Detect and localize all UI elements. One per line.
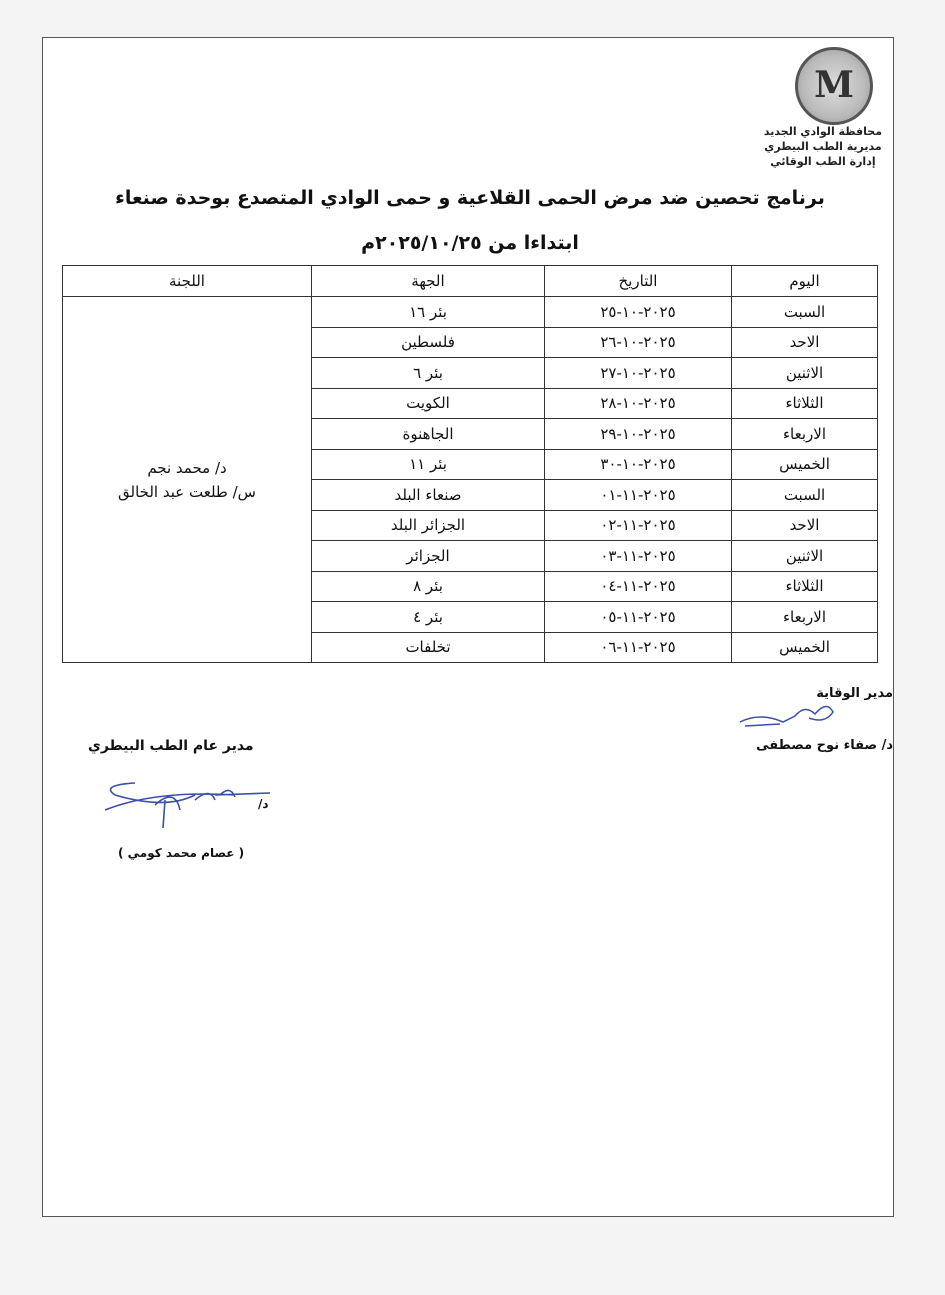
date-value: ٢٠٢٥-١١-٠٦ — [600, 638, 676, 657]
place-cell: الجاهنوة — [312, 419, 545, 450]
committee-member: س/ طلعت عبد الخالق — [118, 482, 256, 501]
day-cell: السبت — [732, 297, 878, 328]
date-cell — [545, 602, 732, 633]
date-cell — [545, 571, 732, 602]
date-value: ٢٠٢٥-١١-٠٤ — [600, 577, 676, 596]
date-value: ٢٠٢٥-١٠-٢٦ — [600, 333, 676, 352]
day-cell: الاثنين — [732, 358, 878, 389]
org-line: إدارة الطب الوقائي — [770, 155, 876, 168]
document-subtitle: ابتداءا من ٢٠٢٥/١٠/٢٥م — [361, 232, 579, 254]
table-header-row — [63, 266, 878, 297]
place-cell: الجزائر البلد — [312, 510, 545, 541]
day-cell: الخميس — [732, 449, 878, 480]
day-cell: الاحد — [732, 327, 878, 358]
date-cell — [545, 510, 732, 541]
place-cell: بئر ١٦ — [312, 297, 545, 328]
place-cell: بئر ٦ — [312, 358, 545, 389]
date-value: ٢٠٢٥-١١-٠٥ — [600, 607, 676, 626]
date-cell — [545, 449, 732, 480]
header-place: الجهة — [312, 266, 545, 297]
day-cell: الاربعاء — [732, 419, 878, 450]
date-value: ٢٠٢٥-١٠-٢٨ — [600, 394, 676, 413]
place-cell: الكويت — [312, 388, 545, 419]
day-cell: الاثنين — [732, 541, 878, 572]
organization-header — [764, 124, 882, 169]
day-cell: الثلاثاء — [732, 388, 878, 419]
place-cell: الجزائر — [312, 541, 545, 572]
date-cell — [545, 388, 732, 419]
date-value: ٢٠٢٥-١١-٠٣ — [600, 546, 676, 565]
directorate-logo: M — [795, 47, 873, 125]
header-committee: اللجنة — [63, 266, 312, 297]
prevention-manager-name: د/ صفاء نوح مصطفى — [756, 738, 893, 753]
date-value: ٢٠٢٥-١٠-٢٥ — [600, 302, 676, 321]
place-cell: فلسطين — [312, 327, 545, 358]
date-value: ٢٠٢٥-١٠-٢٩ — [600, 424, 676, 443]
place-cell: صنعاء البلد — [312, 480, 545, 511]
day-cell: الخميس — [732, 632, 878, 663]
date-value: ٢٠٢٥-١٠-٣٠ — [600, 455, 676, 474]
general-manager-title: مدير عام الطب البيطري — [88, 738, 254, 754]
prevention-manager-signature — [735, 698, 845, 732]
org-line: مديرية الطب البيطري — [764, 140, 882, 153]
date-cell — [545, 541, 732, 572]
place-cell: بئر ٨ — [312, 571, 545, 602]
place-cell: تخلفات — [312, 632, 545, 663]
document-title: برنامج تحصين ضد مرض الحمى القلاعية و حمى الوادي المتصدع بوحدة صنعاء — [115, 187, 825, 209]
day-cell: السبت — [732, 480, 878, 511]
date-cell — [545, 480, 732, 511]
committee-cell — [63, 297, 312, 663]
date-cell — [545, 327, 732, 358]
org-line: محافظة الوادي الجديد — [763, 125, 882, 138]
header-day: اليوم — [732, 266, 878, 297]
vaccination-schedule-table — [62, 265, 878, 663]
general-manager-name: ( عصام محمد كومي ) — [118, 846, 245, 860]
prevention-manager-title: مدير الوقاية — [816, 686, 893, 701]
general-manager-prefix: د/ — [258, 797, 269, 811]
table-row — [63, 297, 878, 328]
date-value: ٢٠٢٥-١١-٠٢ — [600, 516, 676, 535]
day-cell: الثلاثاء — [732, 571, 878, 602]
place-cell: بئر ١١ — [312, 449, 545, 480]
day-cell: الاربعاء — [732, 602, 878, 633]
date-cell — [545, 419, 732, 450]
committee-member: د/ محمد نجم — [147, 458, 227, 477]
date-cell — [545, 632, 732, 663]
date-cell — [545, 358, 732, 389]
place-cell: بئر ٤ — [312, 602, 545, 633]
general-manager-signature — [95, 765, 270, 830]
day-cell: الاحد — [732, 510, 878, 541]
header-date: التاريخ — [545, 266, 732, 297]
date-cell — [545, 297, 732, 328]
date-value: ٢٠٢٥-١٠-٢٧ — [600, 363, 676, 382]
date-value: ٢٠٢٥-١١-٠١ — [600, 485, 676, 504]
